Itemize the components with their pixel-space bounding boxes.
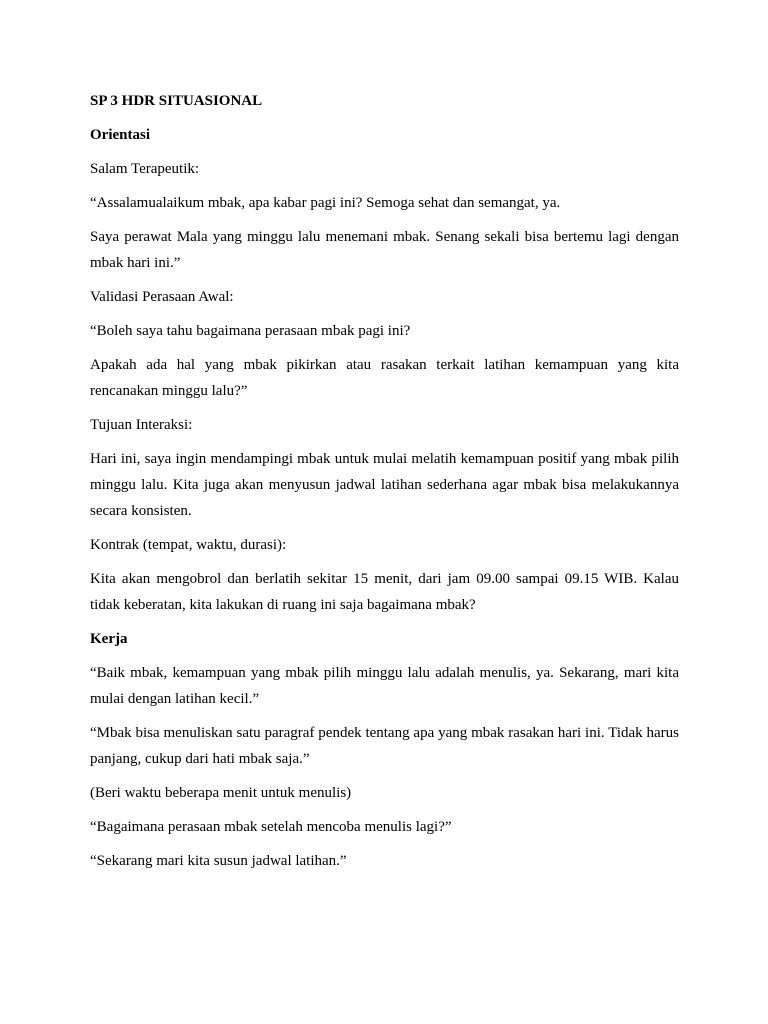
paragraph-kerja-5: “Sekarang mari kita susun jadwal latihan.” [90,853,347,869]
paragraph-kontrak-1: Kita akan mengobrol dan berlatih sekitar 15 menit, dari jam 09.00 sampai 09.15 WIB. Kalau tidak keberatan, kita lakukan di ruang ini saja bagaimana mbak? [90,571,679,613]
paragraph-validasi-1: “Boleh saya tahu bagaimana perasaan mbak pagi ini? [90,323,411,339]
document-body [90,88,679,882]
label-tujuan-interaksi: Tujuan Interaksi: [90,417,193,433]
label-kontrak: Kontrak (tempat, waktu, durasi): [90,537,287,553]
paragraph-salam-2: Saya perawat Mala yang minggu lalu menemani mbak. Senang sekali bisa bertemu lagi dengan mbak hari ini.” [90,229,679,271]
paragraph-validasi-2: Apakah ada hal yang mbak pikirkan atau rasakan terkait latihan kemampuan yang kita rencanakan minggu lalu?” [90,357,679,399]
paragraph-kerja-4: “Bagaimana perasaan mbak setelah mencoba menulis lagi?” [90,819,452,835]
document-title: SP 3 HDR SITUASIONAL [90,93,263,109]
label-validasi-perasaan: Validasi Perasaan Awal: [90,289,234,305]
paragraph-salam-1: “Assalamualaikum mbak, apa kabar pagi ini? Semoga sehat dan semangat, ya. [90,195,561,211]
section-heading-orientasi: Orientasi [90,127,150,143]
paragraph-kerja-2: “Mbak bisa menuliskan satu paragraf pendek tentang apa yang mbak rasakan hari ini. Tidak harus panjang, cukup dari hati mbak saja.” [90,725,679,767]
label-salam-terapeutik: Salam Terapeutik: [90,161,200,177]
paragraph-kerja-3: (Beri waktu beberapa menit untuk menulis) [90,785,352,801]
paragraph-tujuan-1: Hari ini, saya ingin mendampingi mbak untuk mulai melatih kemampuan positif yang mbak pilih minggu lalu. Kita juga akan menyusun jadwal latihan sederhana agar mbak bisa melakukannya secara konsisten. [90,451,679,519]
paragraph-kerja-1: “Baik mbak, kemampuan yang mbak pilih minggu lalu adalah menulis, ya. Sekarang, mari kita mulai dengan latihan kecil.” [90,665,679,707]
section-heading-kerja: Kerja [90,631,128,647]
